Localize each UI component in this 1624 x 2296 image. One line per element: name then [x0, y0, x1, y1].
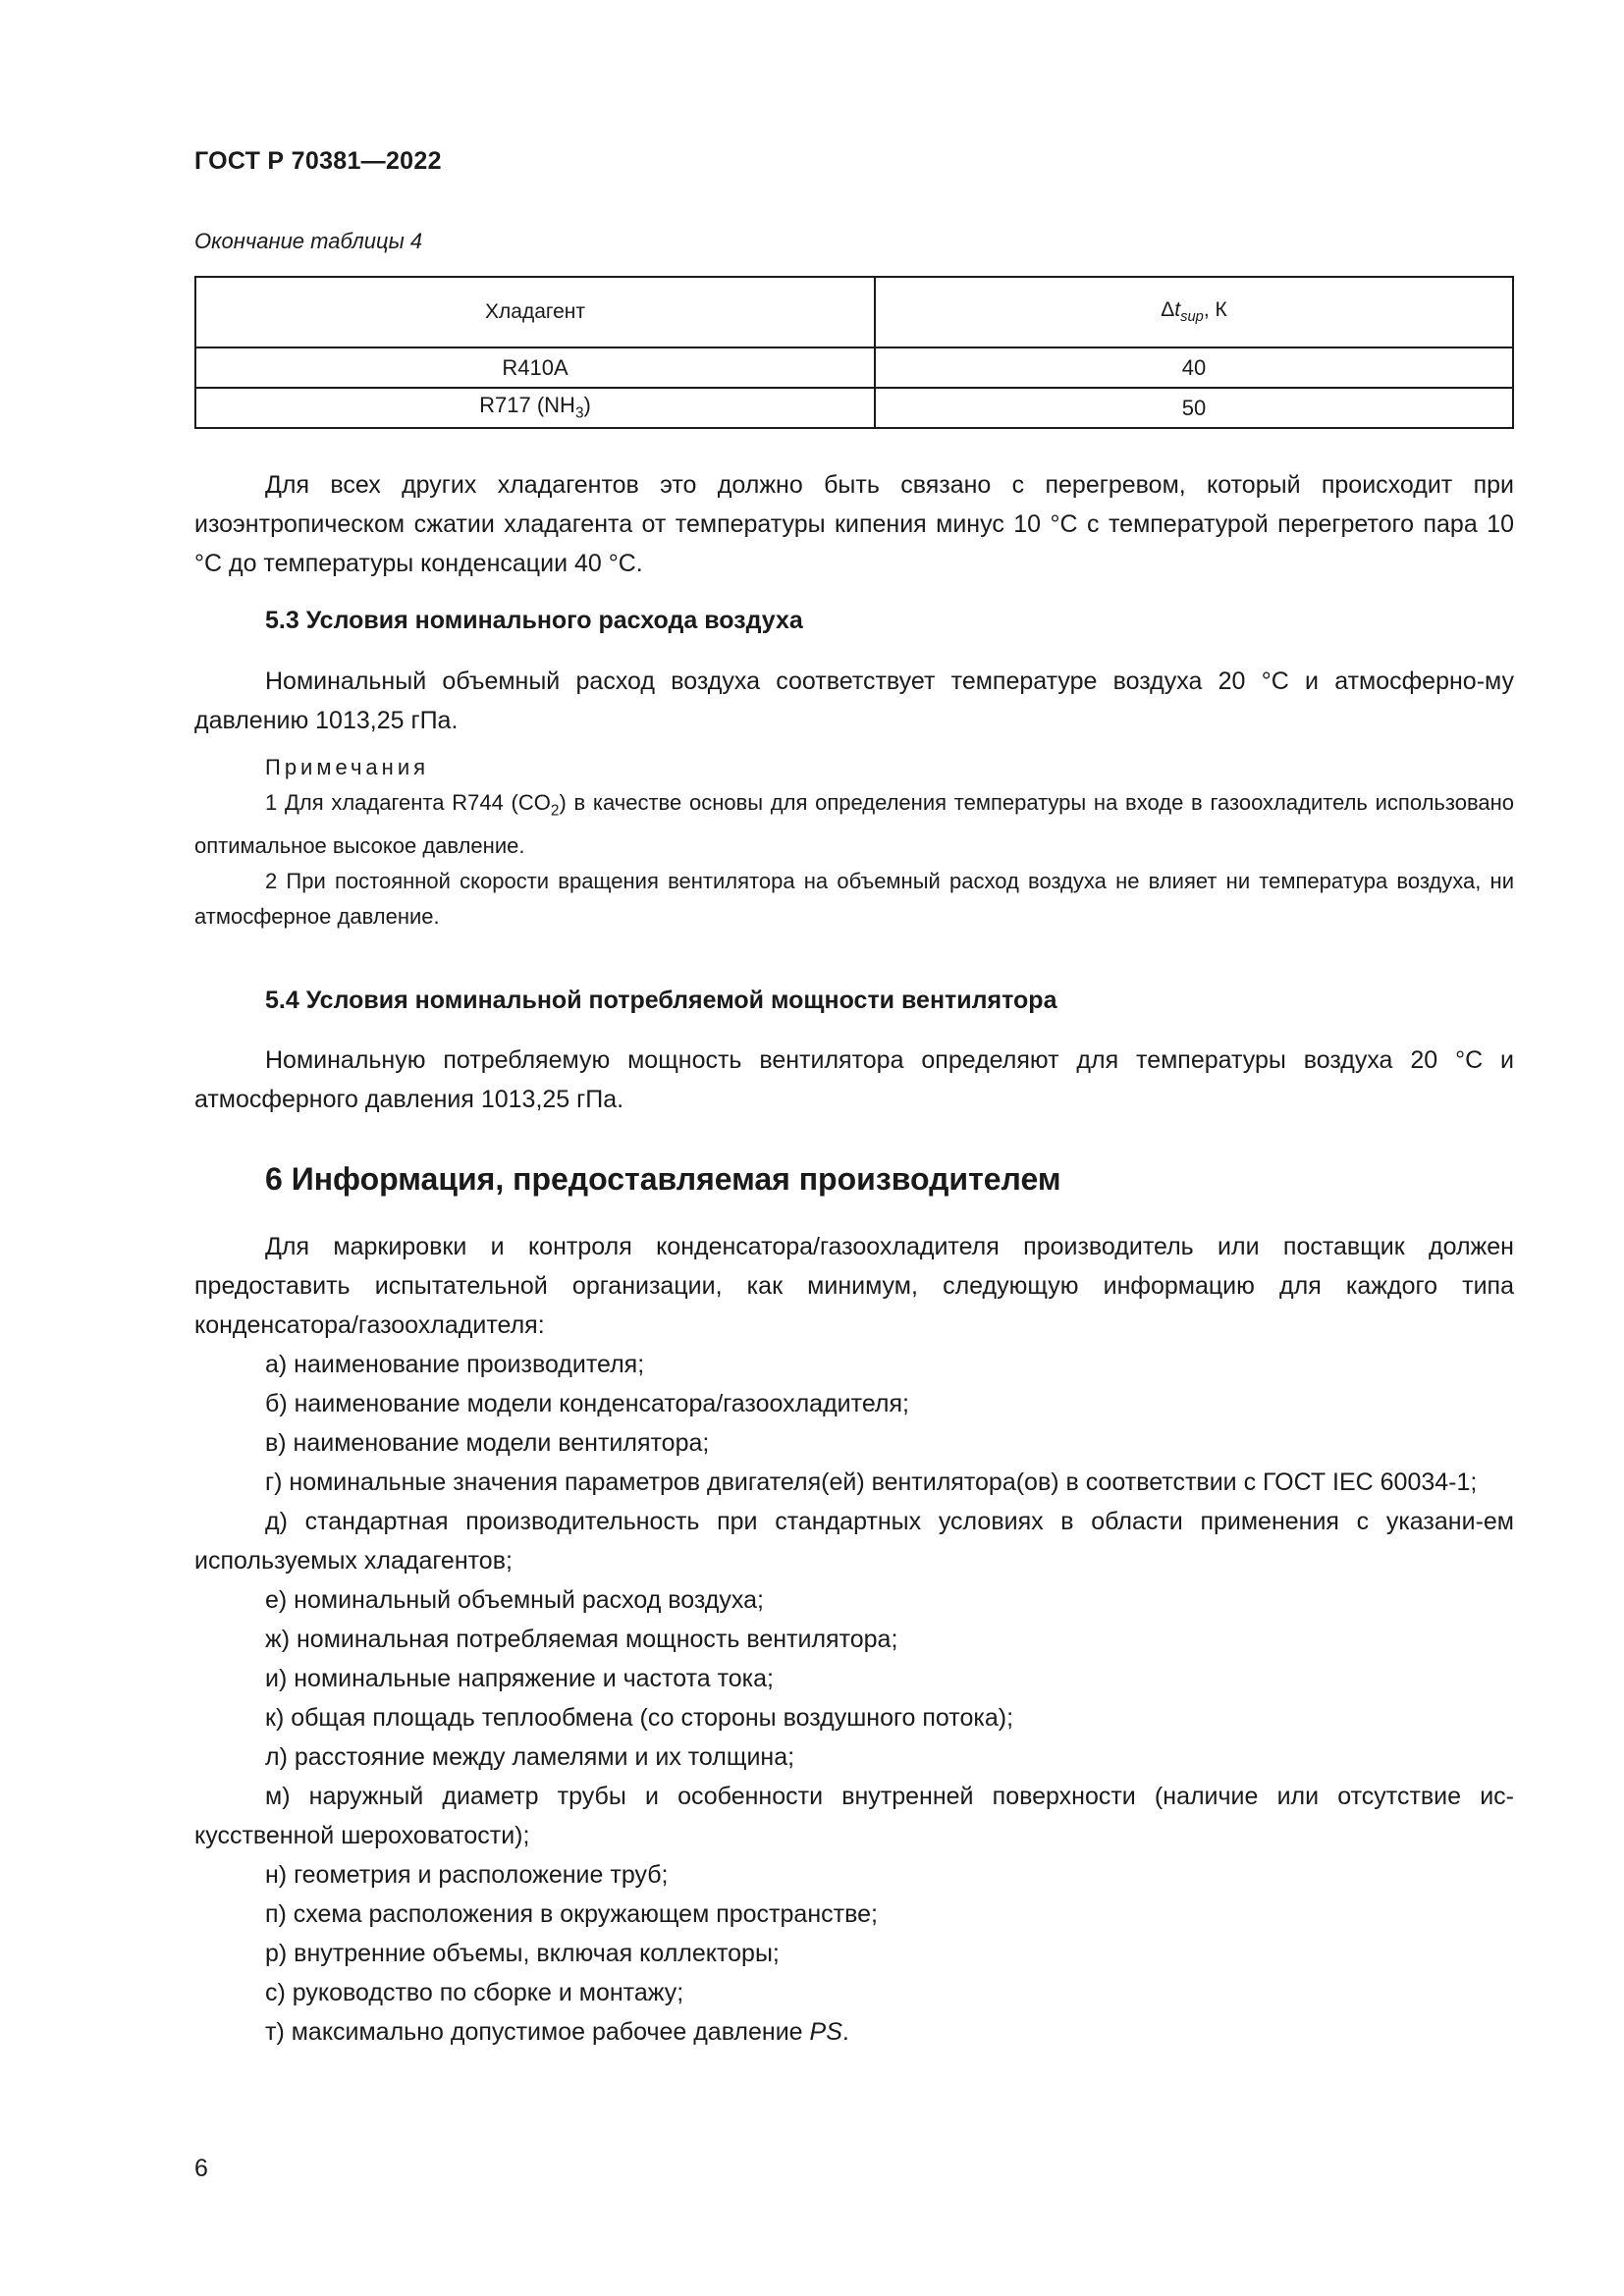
- note-2: 2 При постоянной скорости вращения вентилятора на объемный расход воздуха не влияет ни температура воздуха, ни атмосферное давление.: [194, 869, 1514, 930]
- paragraph-6: Для маркировки и контроля конденсатора/газоохладителя производитель или поставщик должен предоставить испытательной организации, как минимум, следующую информацию для каждого типа конденсатора/газоохладителя:: [194, 1233, 1514, 1339]
- delta-symbol: Δ: [1161, 298, 1175, 322]
- list-item: н) геометрия и расположение труб;: [265, 1861, 669, 1889]
- header-refrigerant: Хладагент: [195, 277, 875, 347]
- list-item: к) общая площадь теплообмена (со стороны воздушного потока);: [265, 1704, 1014, 1732]
- table-row: [195, 347, 1513, 388]
- list-item: т) максимально допустимое рабочее давление PS.: [265, 2018, 849, 2046]
- section-5-3-heading: 5.3 Условия номинального расхода воздуха: [265, 607, 803, 634]
- paragraph-5-3: Номинальный объемный расход воздуха соответствует температуре воздуха 20 °С и атмосферно-му давлению 1013,25 гПа.: [194, 667, 1514, 734]
- list-item: е) номинальный объемный расход воздуха;: [265, 1586, 764, 1614]
- list-item: а) наименование производителя;: [265, 1351, 645, 1378]
- list-item: р) внутренние объемы, включая коллекторы;: [265, 1940, 780, 1967]
- list-item: в) наименование модели вентилятора;: [265, 1429, 710, 1457]
- section-6-body: [194, 1227, 1514, 2052]
- list-item: ж) номинальная потребляемая мощность вентилятора;: [265, 1626, 898, 1653]
- cell-refrigerant: R717 $(NH_3)$: [195, 388, 875, 428]
- cell-value: 50: [875, 388, 1513, 428]
- notes-block: [194, 750, 1514, 934]
- note-1: 1 Для хладагента R744 $(CO_2)$ в качестве основы для определения температуры на входе в газоохладитель использовано оптимальное высокое давление.: [194, 790, 1515, 859]
- list-item: д) стандартная производительность при стандартных условиях в области применения с указани-ем используемых хладагентов;: [194, 1508, 1514, 1575]
- page-number: 6: [194, 2155, 208, 2182]
- table-caption: Окончание таблицы 4: [194, 229, 423, 253]
- document-header: ГОСТ Р 70381—2022: [194, 147, 442, 175]
- list-item: и) номинальные напряжение и частота тока;: [265, 1665, 774, 1692]
- list-item: г) номинальные значения параметров двигателя(ей) вентилятора(ов) в соответствии с ГОСТ IEC 60034-1;: [265, 1468, 1478, 1496]
- notes-heading: Примечания: [265, 755, 430, 779]
- list-item: с) руководство по сборке и монтажу;: [265, 1979, 684, 2006]
- unit-k: , К: [1203, 298, 1227, 322]
- section-6-heading: 6 Информация, предоставляемая производителем: [265, 1161, 1061, 1197]
- header-superheat: [875, 277, 1513, 347]
- table-row: [195, 388, 1513, 428]
- list-item: б) наименование модели конденсатора/газоохладителя;: [265, 1390, 909, 1417]
- list-item: п) схема расположения в окружающем пространстве;: [265, 1900, 878, 1928]
- cell-refrigerant: R410A: [195, 347, 875, 388]
- list-item: л) расстояние между ламелями и их толщина;: [265, 1743, 795, 1771]
- cell-value: 40: [875, 347, 1513, 388]
- sub-sup: sup: [1180, 309, 1204, 326]
- refrigerant-table: [194, 276, 1514, 429]
- list-item: м) наружный диаметр трубы и особенности внутренней поверхности (наличие или отсутствие ис-кусственной шероховатости);: [194, 1783, 1514, 1849]
- paragraph-5-4: Номинальную потребляемую мощность вентилятора определяют для температуры воздуха 20 °С и атмосферного давления 1013,25 гПа.: [194, 1046, 1514, 1113]
- var-t: t: [1174, 298, 1181, 322]
- paragraph-other-refrigerants: Для всех других хладагентов это должно быть связано с перегревом, который происходит при изоэнтропическом сжатии хладагента от температуры кипения минус 10 °С с температурой перегретого пара 10 °С до температуры конденсации 40 °С.: [194, 471, 1514, 577]
- section-5-4-heading: 5.4 Условия номинальной потребляемой мощности вентилятора: [265, 987, 1057, 1014]
- table-header-row: [195, 277, 1513, 347]
